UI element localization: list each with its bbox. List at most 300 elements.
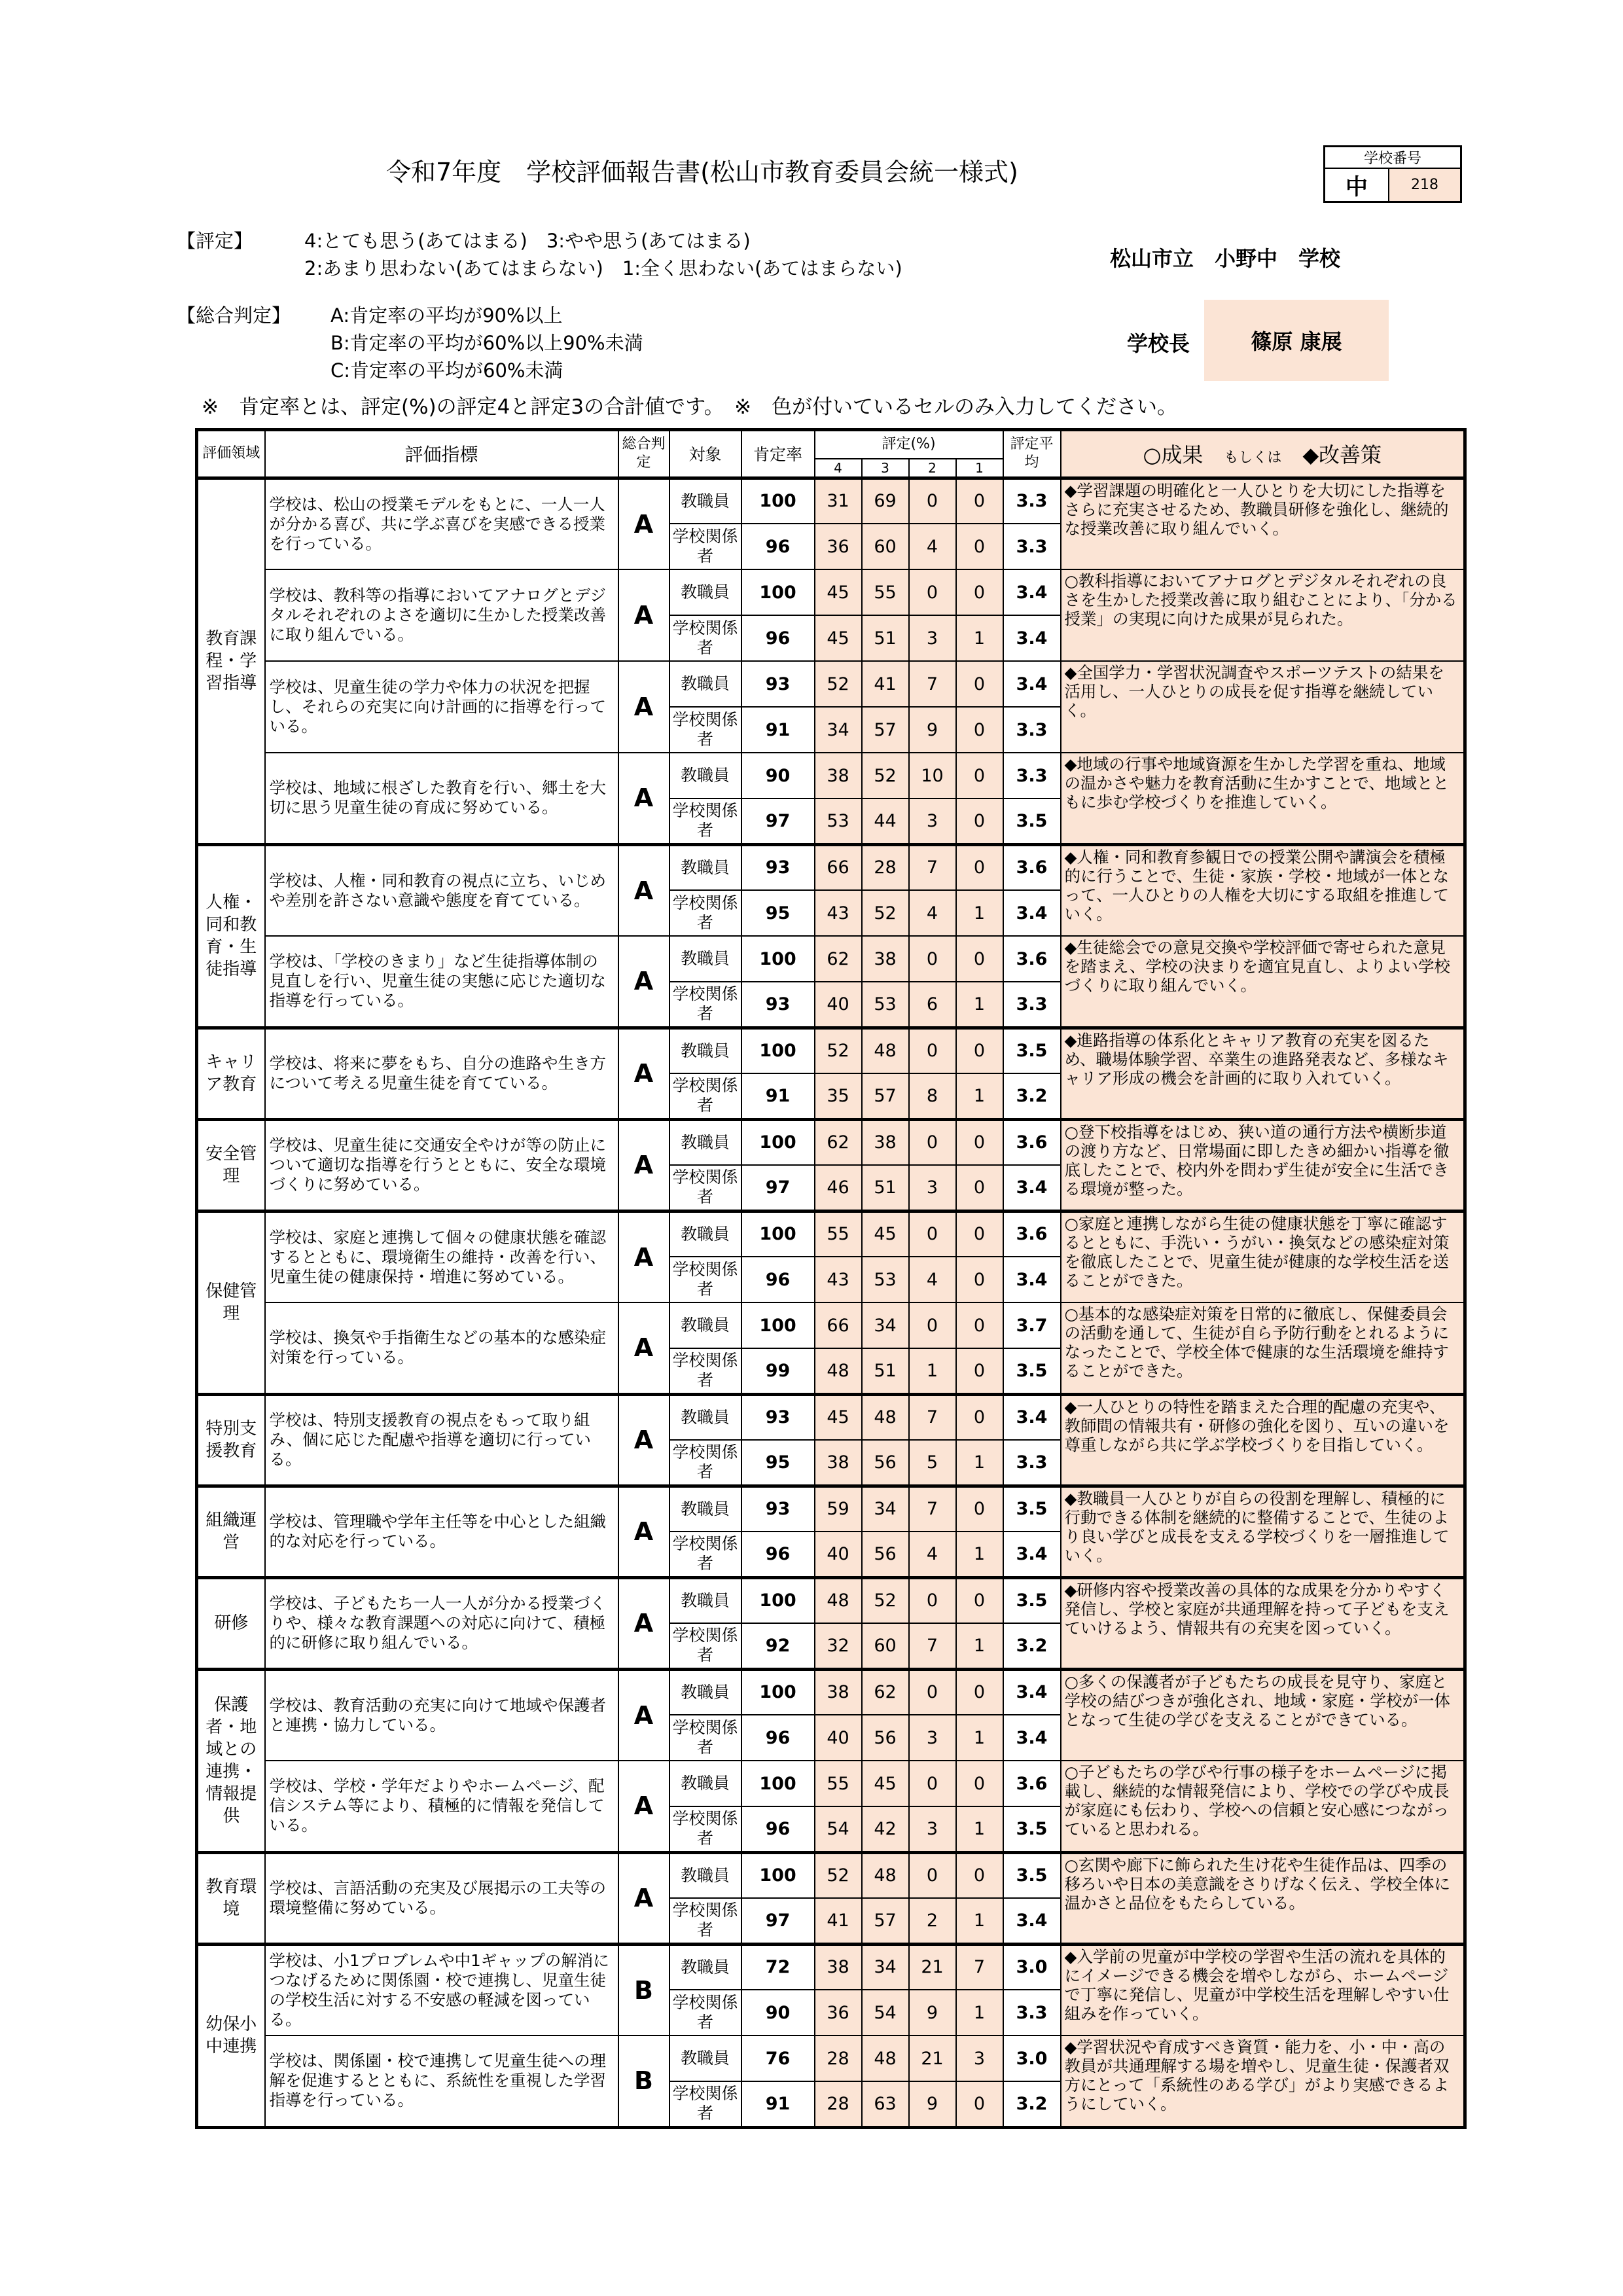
- rating-pct-4[interactable]: 66: [815, 844, 862, 890]
- rating-pct-3[interactable]: 45: [862, 1761, 909, 1806]
- school-number-label: 学校番号: [1325, 147, 1461, 169]
- rating-average: 3.5: [1003, 1806, 1061, 1852]
- indicator-text: 学校は、小1プロブレムや中1ギャップの解消につなげるために関係園・校で連携し、児童生徒の学校生活に対する不安感の軽減を図っている。: [265, 1944, 618, 2036]
- rating-pct-2[interactable]: 7: [909, 1394, 956, 1440]
- rating-average: 3.5: [1003, 1028, 1061, 1073]
- rating-pct-4[interactable]: 45: [815, 1394, 862, 1440]
- target-guardian: 学校関係者: [669, 798, 741, 844]
- target-guardian: 学校関係者: [669, 524, 741, 569]
- overall-judgement: A: [618, 569, 669, 661]
- rating-pct-2[interactable]: 7: [909, 1486, 956, 1532]
- rating-pct-3[interactable]: 54: [862, 1990, 909, 2036]
- affirmative-rate: 100: [741, 1119, 815, 1165]
- target-guardian: 学校関係者: [669, 982, 741, 1028]
- rating-average: 3.4: [1003, 1669, 1061, 1715]
- affirmative-rate: 93: [741, 661, 815, 707]
- rating-pct-4[interactable]: 48: [815, 1348, 862, 1394]
- rating-pct-2[interactable]: 3: [909, 1806, 956, 1852]
- rating-average: 3.3: [1003, 524, 1061, 569]
- rating-pct-4[interactable]: 46: [815, 1165, 862, 1211]
- table-row: [197, 1669, 1465, 1715]
- rating-pct-3[interactable]: 51: [862, 1348, 909, 1394]
- rating-pct-3[interactable]: 41: [862, 661, 909, 707]
- rating-average: 3.4: [1003, 1715, 1061, 1761]
- indicator-text: 学校は、言語活動の充実及び展掲示の工夫等の環境整備に努めている。: [265, 1852, 618, 1944]
- overall-judgement: A: [618, 1119, 669, 1211]
- rating-pct-2[interactable]: 8: [909, 1073, 956, 1119]
- rating-pct-3[interactable]: 56: [862, 1440, 909, 1486]
- rating-pct-1[interactable]: 0: [956, 2081, 1003, 2127]
- target-staff: 教職員: [669, 1761, 741, 1806]
- result-text[interactable]: ◆教職員一人ひとりが自らの役割を理解し、積極的に行動できる体制を継続的に整備することで、生徒のより良い学びと成長を支える学校づくりを一層推進していく。: [1061, 1486, 1465, 1577]
- rating-pct-4[interactable]: 36: [815, 524, 862, 569]
- rating-pct-4[interactable]: 52: [815, 1028, 862, 1073]
- rating-pct-4[interactable]: 32: [815, 1623, 862, 1669]
- rating-pct-1[interactable]: 0: [956, 1669, 1003, 1715]
- indicator-text: 学校は、地域に根ざした教育を行い、郷土を大切に思う児童生徒の育成に努めている。: [265, 753, 618, 844]
- indicator-text: 学校は、人権・同和教育の視点に立ち、いじめや差別を許さない意識や態度を育てている。: [265, 844, 618, 936]
- rating-pct-4[interactable]: 31: [815, 478, 862, 524]
- rating-pct-1[interactable]: 0: [956, 1852, 1003, 1898]
- rating-average: 3.3: [1003, 982, 1061, 1028]
- target-staff: 教職員: [669, 1577, 741, 1623]
- rating-pct-3[interactable]: 45: [862, 1211, 909, 1257]
- overall-judgement: A: [618, 661, 669, 753]
- rating-pct-2[interactable]: 3: [909, 1715, 956, 1761]
- rating-pct-3[interactable]: 38: [862, 936, 909, 982]
- overall-judgement: A: [618, 1669, 669, 1761]
- rating-average: 3.4: [1003, 661, 1061, 707]
- rating-pct-2[interactable]: 1: [909, 1348, 956, 1394]
- rating-pct-3[interactable]: 51: [862, 615, 909, 661]
- rating-pct-1[interactable]: 1: [956, 1990, 1003, 2036]
- overall-judgement: A: [618, 1577, 669, 1669]
- rating-pct-2[interactable]: 6: [909, 982, 956, 1028]
- rating-pct-2[interactable]: 0: [909, 1669, 956, 1715]
- rating-pct-4[interactable]: 43: [815, 1257, 862, 1302]
- rating-pct-2[interactable]: 3: [909, 615, 956, 661]
- target-staff: 教職員: [669, 1669, 741, 1715]
- rating-pct-1[interactable]: 0: [956, 753, 1003, 798]
- rating-pct-4[interactable]: 35: [815, 1073, 862, 1119]
- header-rating-1: 1: [956, 459, 1003, 478]
- result-text[interactable]: ○教科指導においてアナログとデジタルそれぞれの良さを生かした授業改善に取り組むことにより、「分かる授業」の実現に向けた成果が見られた。: [1061, 569, 1465, 661]
- rating-pct-4[interactable]: 38: [815, 753, 862, 798]
- rating-pct-1[interactable]: 1: [956, 1715, 1003, 1761]
- rating-pct-4[interactable]: 54: [815, 1806, 862, 1852]
- rating-pct-4[interactable]: 43: [815, 890, 862, 936]
- result-text[interactable]: ○多くの保護者が子どもたちの成長を見守り、家庭と学校の結びつきが強化され、地域・家庭・学校が一体となって生徒の学びを支えることができている。: [1061, 1669, 1465, 1761]
- table-row: [197, 1944, 1465, 1990]
- affirmative-rate: 99: [741, 1348, 815, 1394]
- rating-pct-3[interactable]: 48: [862, 1852, 909, 1898]
- result-text[interactable]: ◆生徒総会での意見交換や学校評価で寄せられた意見を踏まえ、学校の決まりを適宜見直し、よりよい学校づくりに取り組んでいく。: [1061, 936, 1465, 1028]
- rating-pct-2[interactable]: 0: [909, 1028, 956, 1073]
- rating-pct-4[interactable]: 40: [815, 982, 862, 1028]
- overall-legend-b: B:肯定率の平均が60%以上90%未満: [330, 332, 643, 354]
- target-guardian: 学校関係者: [669, 1073, 741, 1119]
- rating-pct-1[interactable]: 1: [956, 1806, 1003, 1852]
- rating-pct-2[interactable]: 9: [909, 2081, 956, 2127]
- target-staff: 教職員: [669, 1486, 741, 1532]
- overall-judgement: A: [618, 936, 669, 1028]
- rating-pct-1[interactable]: 0: [956, 844, 1003, 890]
- rating-pct-2[interactable]: 9: [909, 1990, 956, 2036]
- rating-pct-4[interactable]: 38: [815, 1440, 862, 1486]
- affirmative-rate: 96: [741, 1532, 815, 1577]
- rating-pct-2[interactable]: 7: [909, 844, 956, 890]
- rating-average: 3.4: [1003, 569, 1061, 615]
- target-staff: 教職員: [669, 661, 741, 707]
- result-text[interactable]: ○玄関や廊下に飾られた生け花や生徒作品は、四季の移ろいや日本の美意識をさりげなく伝え、学校全体に温かさと品位をもたらしている。: [1061, 1852, 1465, 1944]
- rating-pct-1[interactable]: 1: [956, 1532, 1003, 1577]
- overall-legend-label: 【総合判定】: [177, 304, 291, 327]
- rating-pct-3[interactable]: 55: [862, 569, 909, 615]
- indicator-text: 学校は、家庭と連携して個々の健康状態を確認するとともに、環境衛生の維持・改善を行い、児童生徒の健康保持・増進に努めている。: [265, 1211, 618, 1302]
- table-row: [197, 1119, 1465, 1165]
- rating-pct-3[interactable]: 53: [862, 982, 909, 1028]
- table-row: [197, 1028, 1465, 1073]
- result-text[interactable]: ○登下校指導をはじめ、狭い道の通行方法や横断歩道の渡り方など、日常場面に即したきめ細かい指導を徹底したことで、校内外を問わず生徒が安全に生活できる環境が整った。: [1061, 1119, 1465, 1211]
- table-row: [197, 1486, 1465, 1532]
- rating-pct-3[interactable]: 44: [862, 798, 909, 844]
- rating-pct-3[interactable]: 34: [862, 1486, 909, 1532]
- result-text[interactable]: ◆進路指導の体系化とキャリア教育の充実を図るため、職場体験学習、卒業生の進路発表など、多様なキャリア形成の機会を計画的に取り入れていく。: [1061, 1028, 1465, 1119]
- rating-average: 3.3: [1003, 753, 1061, 798]
- area-name: 研修: [197, 1577, 265, 1669]
- rating-pct-3[interactable]: 57: [862, 707, 909, 753]
- affirmative-rate: 95: [741, 1440, 815, 1486]
- rating-pct-4[interactable]: 28: [815, 2081, 862, 2127]
- indicator-text: 学校は、関係園・校で連携して児童生徒への理解を促進するとともに、系統性を重視した学習指導を行っている。: [265, 2036, 618, 2127]
- rating-pct-2[interactable]: 5: [909, 1440, 956, 1486]
- rating-pct-1[interactable]: 0: [956, 798, 1003, 844]
- indicator-text: 学校は、教科等の指導においてアナログとデジタルそれぞれのよさを適切に生かした授業改善に取り組んでいる。: [265, 569, 618, 661]
- rating-average: 3.3: [1003, 1990, 1061, 2036]
- rating-pct-2[interactable]: 21: [909, 1944, 956, 1990]
- rating-pct-4[interactable]: 55: [815, 1211, 862, 1257]
- target-staff: 教職員: [669, 1302, 741, 1348]
- rating-pct-2[interactable]: 21: [909, 2036, 956, 2081]
- rating-pct-3[interactable]: 48: [862, 1394, 909, 1440]
- rating-pct-1[interactable]: 0: [956, 524, 1003, 569]
- rating-pct-4[interactable]: 38: [815, 1944, 862, 1990]
- rating-pct-4[interactable]: 45: [815, 569, 862, 615]
- rating-pct-2[interactable]: 4: [909, 1257, 956, 1302]
- rating-pct-3[interactable]: 28: [862, 844, 909, 890]
- rating-pct-2[interactable]: 0: [909, 1577, 956, 1623]
- rating-pct-3[interactable]: 52: [862, 890, 909, 936]
- rating-pct-2[interactable]: 0: [909, 569, 956, 615]
- rating-pct-4[interactable]: 40: [815, 1532, 862, 1577]
- result-text[interactable]: ◆地域の行事や地域資源を生かした学習を重ね、地域の温かさや魅力を教育活動に生かすことで、地域とともに歩む学校づくりを推進していく。: [1061, 753, 1465, 844]
- area-name: 保健管理: [197, 1211, 265, 1394]
- rating-average: 3.5: [1003, 798, 1061, 844]
- rating-average: 3.4: [1003, 890, 1061, 936]
- rating-pct-1[interactable]: 7: [956, 1944, 1003, 1990]
- affirmative-rate: 96: [741, 524, 815, 569]
- rating-pct-3[interactable]: 38: [862, 1119, 909, 1165]
- affirmative-rate: 91: [741, 2081, 815, 2127]
- result-text[interactable]: ◆全国学力・学習状況調査やスポーツテストの結果を活用し、一人ひとりの成長を促す指導を継続していく。: [1061, 661, 1465, 753]
- rating-average: 3.5: [1003, 1486, 1061, 1532]
- rating-pct-3[interactable]: 56: [862, 1715, 909, 1761]
- rating-average: 3.2: [1003, 1623, 1061, 1669]
- table-row: [197, 936, 1465, 982]
- evaluation-table-body: [197, 478, 1465, 2127]
- rating-pct-1[interactable]: 0: [956, 569, 1003, 615]
- rating-pct-3[interactable]: 48: [862, 1028, 909, 1073]
- area-name: キャリア教育: [197, 1028, 265, 1119]
- rating-legend-line2: 2:あまり思わない(あてはまらない) 1:全く思わない(あてはまらない): [304, 257, 902, 279]
- target-staff: 教職員: [669, 753, 741, 798]
- table-row: [197, 1211, 1465, 1257]
- rating-pct-3[interactable]: 42: [862, 1806, 909, 1852]
- rating-pct-2[interactable]: 0: [909, 1302, 956, 1348]
- rating-pct-1[interactable]: 3: [956, 2036, 1003, 2081]
- target-staff: 教職員: [669, 844, 741, 890]
- rating-pct-1[interactable]: 0: [956, 1257, 1003, 1302]
- rating-pct-1[interactable]: 0: [956, 478, 1003, 524]
- result-text[interactable]: ○基本的な感染症対策を日常的に徹底し、保健委員会の活動を通して、生徒が自ら予防行動をとれるようになったことで、学校全体で健康的な生活環境を維持することができた。: [1061, 1302, 1465, 1394]
- target-staff: 教職員: [669, 1394, 741, 1440]
- target-guardian: 学校関係者: [669, 1165, 741, 1211]
- principal-label: 学校長: [1127, 331, 1190, 356]
- rating-pct-4[interactable]: 52: [815, 1852, 862, 1898]
- header-result-a: ○成果: [1143, 442, 1204, 468]
- rating-pct-1[interactable]: 0: [956, 1302, 1003, 1348]
- rating-pct-2[interactable]: 7: [909, 661, 956, 707]
- rating-legend-label: 【評定】: [177, 230, 253, 252]
- target-staff: 教職員: [669, 1944, 741, 1990]
- affirmative-rate: 100: [741, 1669, 815, 1715]
- rating-pct-3[interactable]: 62: [862, 1669, 909, 1715]
- target-staff: 教職員: [669, 1852, 741, 1898]
- rating-average: 3.0: [1003, 2036, 1061, 2081]
- rating-pct-1[interactable]: 0: [956, 1348, 1003, 1394]
- affirmative-rate: 90: [741, 1990, 815, 2036]
- rating-pct-4[interactable]: 53: [815, 798, 862, 844]
- target-guardian: 学校関係者: [669, 1440, 741, 1486]
- table-row: [197, 1394, 1465, 1440]
- header-judge: 総合判定: [618, 430, 669, 478]
- rating-pct-3[interactable]: 48: [862, 2036, 909, 2081]
- rating-average: 3.4: [1003, 1165, 1061, 1211]
- rating-average: 3.4: [1003, 1257, 1061, 1302]
- table-row: [197, 844, 1465, 890]
- target-staff: 教職員: [669, 1028, 741, 1073]
- rating-pct-3[interactable]: 34: [862, 1944, 909, 1990]
- affirmative-rate: 93: [741, 1486, 815, 1532]
- header-rate: 肯定率: [741, 430, 815, 478]
- overall-judgement: A: [618, 1028, 669, 1119]
- target-guardian: 学校関係者: [669, 1257, 741, 1302]
- rating-average: 3.3: [1003, 707, 1061, 753]
- rating-average: 3.6: [1003, 844, 1061, 890]
- rating-pct-3[interactable]: 53: [862, 1257, 909, 1302]
- rating-pct-1[interactable]: 0: [956, 1394, 1003, 1440]
- rating-pct-3[interactable]: 69: [862, 478, 909, 524]
- overall-judgement: A: [618, 1761, 669, 1852]
- header-result-b: ◆改善策: [1302, 442, 1382, 468]
- target-guardian: 学校関係者: [669, 707, 741, 753]
- rating-pct-2[interactable]: 4: [909, 1532, 956, 1577]
- principal-name-field[interactable]: [1204, 300, 1389, 381]
- affirmative-rate: 100: [741, 569, 815, 615]
- affirmative-rate: 90: [741, 753, 815, 798]
- rating-pct-2[interactable]: 3: [909, 798, 956, 844]
- rating-pct-4[interactable]: 62: [815, 1119, 862, 1165]
- rating-pct-3[interactable]: 63: [862, 2081, 909, 2127]
- rating-pct-1[interactable]: 0: [956, 1761, 1003, 1806]
- affirmative-rate: 91: [741, 1073, 815, 1119]
- affirmative-rate: 97: [741, 798, 815, 844]
- result-text[interactable]: ○家庭と連携しながら生徒の健康状態を丁寧に確認するとともに、手洗い・うがい・換気などの感染症対策を徹底したことで、児童生徒が健康的な学校生活を送ることができた。: [1061, 1211, 1465, 1302]
- target-guardian: 学校関係者: [669, 1806, 741, 1852]
- target-guardian: 学校関係者: [669, 1623, 741, 1669]
- rating-pct-4[interactable]: 45: [815, 615, 862, 661]
- rating-pct-4[interactable]: 41: [815, 1898, 862, 1944]
- rating-pct-2[interactable]: 4: [909, 890, 956, 936]
- rating-pct-2[interactable]: 0: [909, 1852, 956, 1898]
- rating-pct-3[interactable]: 57: [862, 1898, 909, 1944]
- header-target: 対象: [669, 430, 741, 478]
- rating-pct-4[interactable]: 38: [815, 1669, 862, 1715]
- rating-pct-1[interactable]: 1: [956, 1898, 1003, 1944]
- area-name: 安全管理: [197, 1119, 265, 1211]
- rating-pct-2[interactable]: 0: [909, 478, 956, 524]
- rating-pct-2[interactable]: 0: [909, 1211, 956, 1257]
- rating-pct-4[interactable]: 52: [815, 661, 862, 707]
- rating-pct-1[interactable]: 1: [956, 1440, 1003, 1486]
- rating-pct-2[interactable]: 0: [909, 1761, 956, 1806]
- affirmative-rate: 96: [741, 615, 815, 661]
- rating-pct-4[interactable]: 48: [815, 1577, 862, 1623]
- rating-pct-1[interactable]: 0: [956, 1165, 1003, 1211]
- rating-pct-3[interactable]: 52: [862, 753, 909, 798]
- rating-pct-3[interactable]: 60: [862, 524, 909, 569]
- affirmative-rate: 97: [741, 1165, 815, 1211]
- result-text[interactable]: ◆研修内容や授業改善の具体的な成果を分かりやすく発信し、学校と家庭が共通理解を持って子どもを支えていけるよう、情報共有の充実を図っていく。: [1061, 1577, 1465, 1669]
- rating-pct-1[interactable]: 1: [956, 890, 1003, 936]
- affirmative-rate: 96: [741, 1715, 815, 1761]
- rating-pct-2[interactable]: 3: [909, 1165, 956, 1211]
- area-name: 教育環境: [197, 1852, 265, 1944]
- rating-pct-4[interactable]: 55: [815, 1761, 862, 1806]
- rating-average: 3.4: [1003, 1898, 1061, 1944]
- indicator-text: 学校は、学校・学年だよりやホームページ、配信システム等により、積極的に情報を発信している。: [265, 1761, 618, 1852]
- rating-average: 3.4: [1003, 1394, 1061, 1440]
- overall-judgement: A: [618, 1852, 669, 1944]
- principal-name: 篠原 康展: [1251, 329, 1342, 354]
- rating-pct-3[interactable]: 52: [862, 1577, 909, 1623]
- header-rating-3: 3: [862, 459, 909, 478]
- indicator-text: 学校は、子どもたち一人一人が分かる授業づくりや、様々な教育課題への対応に向けて、積極的に研修に取り組んでいる。: [265, 1577, 618, 1669]
- result-text[interactable]: ◆入学前の児童が中学校の学習や生活の流れを具体的にイメージできる機会を増やしながら、ホームページで丁寧に発信し、児童が中学校生活を理解しやすい仕組みを作っていく。: [1061, 1944, 1465, 2036]
- target-staff: 教職員: [669, 1119, 741, 1165]
- rating-pct-2[interactable]: 0: [909, 1119, 956, 1165]
- result-text[interactable]: ◆人権・同和教育参観日での授業公開や講演会を積極的に行うことで、生徒・家族・学校・地域が一体となって、一人ひとりの人権を大切にする取組を推進していく。: [1061, 844, 1465, 936]
- result-text[interactable]: ◆学習状況や育成すべき資質・能力を、小・中・高の教員が共通理解する場を増やし、児童生徒・保護者双方にとって「系統性のある学び」がより実感できるようにしていく。: [1061, 2036, 1465, 2127]
- rating-pct-4[interactable]: 40: [815, 1715, 862, 1761]
- rating-pct-1[interactable]: 0: [956, 936, 1003, 982]
- rating-pct-3[interactable]: 60: [862, 1623, 909, 1669]
- affirmative-rate: 96: [741, 1257, 815, 1302]
- rating-pct-1[interactable]: 1: [956, 1623, 1003, 1669]
- rating-average: 3.5: [1003, 1852, 1061, 1898]
- rating-pct-4[interactable]: 36: [815, 1990, 862, 2036]
- affirmative-rate: 100: [741, 1852, 815, 1898]
- area-name: 組織運営: [197, 1486, 265, 1577]
- rating-average: 3.6: [1003, 1211, 1061, 1257]
- rating-pct-4[interactable]: 34: [815, 707, 862, 753]
- rating-pct-4[interactable]: 62: [815, 936, 862, 982]
- rating-legend-line1: 4:とても思う(あてはまる) 3:やや思う(あてはまる): [304, 230, 751, 252]
- rating-pct-2[interactable]: 2: [909, 1898, 956, 1944]
- target-guardian: 学校関係者: [669, 615, 741, 661]
- target-staff: 教職員: [669, 2036, 741, 2081]
- affirmative-rate: 96: [741, 1806, 815, 1852]
- result-text[interactable]: ◆一人ひとりの特性を踏まえた合理的配慮の充実や、教師間の情報共有・研修の強化を図り、互いの違いを尊重しながら共に学ぶ学校づくりを目指していく。: [1061, 1394, 1465, 1486]
- rating-pct-4[interactable]: 28: [815, 2036, 862, 2081]
- rating-pct-1[interactable]: 0: [956, 707, 1003, 753]
- indicator-text: 学校は、「学校のきまり」など生徒指導体制の見直しを行い、児童生徒の実態に応じた適切な指導を行っている。: [265, 936, 618, 1028]
- rating-pct-2[interactable]: 0: [909, 936, 956, 982]
- overall-judgement: A: [618, 478, 669, 569]
- rating-pct-3[interactable]: 57: [862, 1073, 909, 1119]
- affirmative-rate: 100: [741, 1302, 815, 1348]
- overall-legend-a: A:肯定率の平均が90%以上: [330, 304, 563, 327]
- rating-pct-1[interactable]: 1: [956, 1073, 1003, 1119]
- area-name: 特別支援教育: [197, 1394, 265, 1486]
- target-guardian: 学校関係者: [669, 890, 741, 936]
- rating-pct-1[interactable]: 0: [956, 1211, 1003, 1257]
- rating-pct-3[interactable]: 56: [862, 1532, 909, 1577]
- affirmative-rate: 100: [741, 1577, 815, 1623]
- rating-pct-2[interactable]: 7: [909, 1623, 956, 1669]
- rating-average: 3.5: [1003, 1348, 1061, 1394]
- rating-pct-3[interactable]: 51: [862, 1165, 909, 1211]
- rating-pct-4[interactable]: 66: [815, 1302, 862, 1348]
- rating-pct-2[interactable]: 9: [909, 707, 956, 753]
- rating-pct-1[interactable]: 0: [956, 1486, 1003, 1532]
- rating-pct-1[interactable]: 1: [956, 982, 1003, 1028]
- affirmative-rate: 100: [741, 936, 815, 982]
- rating-pct-1[interactable]: 1: [956, 615, 1003, 661]
- result-text[interactable]: ○子どもたちの学びや行事の様子をホームページに掲載し、継続的な情報発信により、学校での学びや成長が家庭にも伝わり、学校への信頼と安心感につながっていると思われる。: [1061, 1761, 1465, 1852]
- rating-pct-4[interactable]: 59: [815, 1486, 862, 1532]
- rating-average: 3.6: [1003, 1119, 1061, 1165]
- target-staff: 教職員: [669, 1211, 741, 1257]
- target-guardian: 学校関係者: [669, 2081, 741, 2127]
- overall-judgement: A: [618, 753, 669, 844]
- rating-pct-1[interactable]: 0: [956, 1028, 1003, 1073]
- result-text[interactable]: ◆学習課題の明確化と一人ひとりを大切にした指導をさらに充実させるため、教職員研修を強化し、継続的な授業改善に取り組んでいく。: [1061, 478, 1465, 569]
- rating-pct-1[interactable]: 0: [956, 1119, 1003, 1165]
- school-number[interactable]: 218: [1389, 168, 1461, 202]
- affirmative-rate: 100: [741, 1761, 815, 1806]
- rating-pct-1[interactable]: 0: [956, 661, 1003, 707]
- rating-pct-2[interactable]: 10: [909, 753, 956, 798]
- indicator-text: 学校は、児童生徒に交通安全やけが等の防止について適切な指導を行うとともに、安全な環境づくりに努めている。: [265, 1119, 618, 1211]
- header-pct: 評定(%): [815, 430, 1003, 459]
- rating-pct-3[interactable]: 34: [862, 1302, 909, 1348]
- indicator-text: 学校は、教育活動の充実に向けて地域や保護者と連携・協力している。: [265, 1669, 618, 1761]
- affirmative-rate: 93: [741, 844, 815, 890]
- rating-pct-2[interactable]: 4: [909, 524, 956, 569]
- rating-pct-1[interactable]: 0: [956, 1577, 1003, 1623]
- table-row: [197, 1761, 1465, 1806]
